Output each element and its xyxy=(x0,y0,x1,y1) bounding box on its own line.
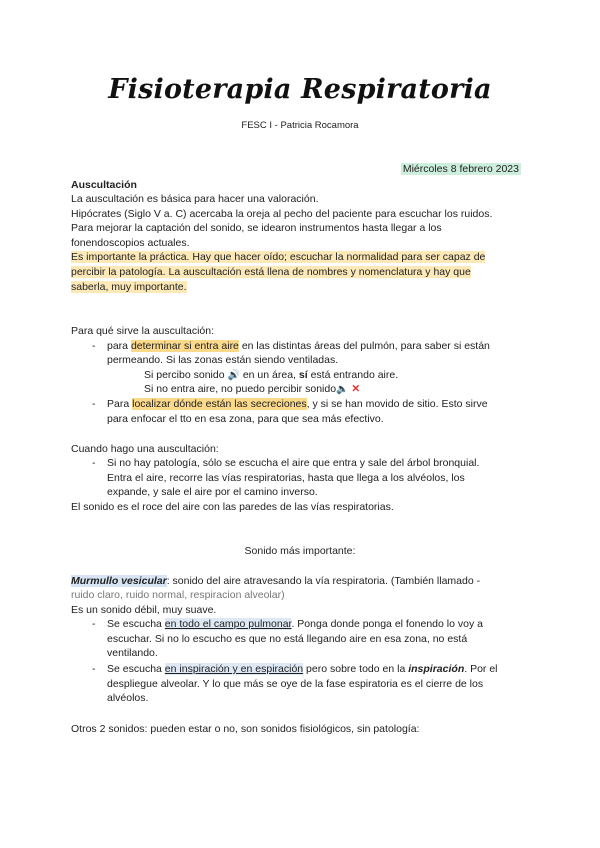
text-line: expande, y sale el aire por el camino inverso. xyxy=(107,486,318,498)
text-span: está entrando aire. xyxy=(307,369,399,381)
highlight-text: determinar si entra aire xyxy=(130,340,239,352)
list-item xyxy=(107,662,498,676)
speaker-icon: 🔊 xyxy=(227,370,240,381)
text-span: . Por el xyxy=(464,663,498,675)
bullet-dash: - xyxy=(92,340,96,352)
text-line: El sonido es el roce del aire con las paredes de las vías respiratorias. xyxy=(71,501,394,513)
list-item xyxy=(107,339,490,353)
highlight-text: localizar dónde están las secreciones xyxy=(132,398,307,410)
text-line: Cuando hago una auscultación: xyxy=(71,443,219,455)
text-line: Hipócrates (Siglo V a. C) acercaba la oreja al pecho del paciente para escuchar los ruidos. xyxy=(71,208,493,220)
text-line: ventilando. xyxy=(107,647,158,659)
text-span: Se escucha xyxy=(107,663,165,675)
text-line: Para qué sirve la auscultación: xyxy=(71,325,214,337)
page-subtitle: FESC I - Patricia Rocamora xyxy=(241,120,359,131)
text-line: Para mejorar la captación del sonido, se idearon instrumentos hasta llegar a los xyxy=(71,222,442,234)
text-line xyxy=(71,574,480,588)
bullet-dash: - xyxy=(92,457,96,469)
bullet-dash: - xyxy=(92,398,96,410)
bullet-dash: - xyxy=(92,663,96,675)
text-span: : sonido del aire atravesando la vía respiratoria. (También llamado - xyxy=(166,575,481,587)
page-title: Fisioterapia Respiratoria xyxy=(108,74,492,105)
speaker-icon: 🔈 xyxy=(336,384,349,395)
check-icon: sí xyxy=(298,369,308,381)
emphasis-text: inspiración xyxy=(408,663,465,675)
cross-icon: ✕ xyxy=(351,383,361,395)
text-line: permeando. Si las zonas están siendo ventiladas. xyxy=(107,354,339,366)
text-line: La auscultación es básica para hacer una valoración. xyxy=(71,193,319,205)
text-line: escuchar. Si no lo escucho es que no está llegando aire en esa zona, no está xyxy=(107,633,468,645)
text-line xyxy=(144,382,360,397)
highlight-line xyxy=(71,265,471,279)
text-span: en un área, xyxy=(239,369,299,381)
list-item: Si no hay patología, sólo se escucha el aire que entra y sale del árbol bronquial. xyxy=(107,457,480,469)
text-line: fonendoscopios actuales. xyxy=(71,237,190,249)
highlight-line xyxy=(71,250,485,264)
section-heading-auscultacion: Auscultación xyxy=(71,179,137,191)
text-line: Entra el aire, recorre las vías respiratorias, hasta que llega a los alvéolos, los xyxy=(107,472,465,484)
date-label: Miércoles 8 febrero 2023 xyxy=(402,163,519,175)
highlight-text: en inspiración y en espiración xyxy=(164,663,304,675)
highlight-line xyxy=(71,280,187,294)
text-line: Otros 2 sonidos: pueden estar o no, son sonidos fisiológicos, sin patología: xyxy=(71,723,420,735)
highlight-text: en todo el campo pulmonar xyxy=(164,618,292,630)
highlight-text: percibir la patología. La auscultación está llena de nombres y nomenclatura y hay que xyxy=(71,266,471,278)
text-span: Para xyxy=(107,398,133,410)
section-heading-sonido: Sonido más importante: xyxy=(244,545,356,557)
text-line xyxy=(144,368,398,383)
text-span: . Ponga donde ponga el fonendo lo voy a xyxy=(291,618,483,630)
text-span: pero sobre todo en la xyxy=(303,663,409,675)
text-span: Si no entra aire, no puedo percibir sonido xyxy=(144,383,337,395)
text-span: en las distintas áreas del pulmón, para saber si están xyxy=(238,340,490,352)
text-line: ruido claro, ruido normal, respiracion alveolar) xyxy=(71,589,285,601)
text-span: Si percibo sonido xyxy=(144,369,228,381)
text-line: Es un sonido débil, muy suave. xyxy=(71,604,217,616)
term-highlight: Murmullo vesicular xyxy=(71,575,167,587)
list-item xyxy=(107,617,483,631)
text-line: despliegue alveolar. Y lo que más se oye de la fase espiratoria es el cierre de los xyxy=(107,678,484,690)
text-span: Se escucha xyxy=(107,618,165,630)
highlight-text: Es importante la práctica. Hay que hacer oído; escuchar la normalidad para ser capaz de xyxy=(71,251,486,263)
text-line: para enfocar el tto en esa zona, para que sea más efectivo. xyxy=(107,413,384,425)
highlight-text: saberla, muy importante. xyxy=(71,281,187,293)
text-line: alvéolos. xyxy=(107,692,149,704)
bullet-dash: - xyxy=(92,618,96,630)
text-span: , y si se han movido de sitio. Esto sirve xyxy=(306,398,488,410)
list-item xyxy=(107,397,488,411)
text-span: para xyxy=(107,340,131,352)
